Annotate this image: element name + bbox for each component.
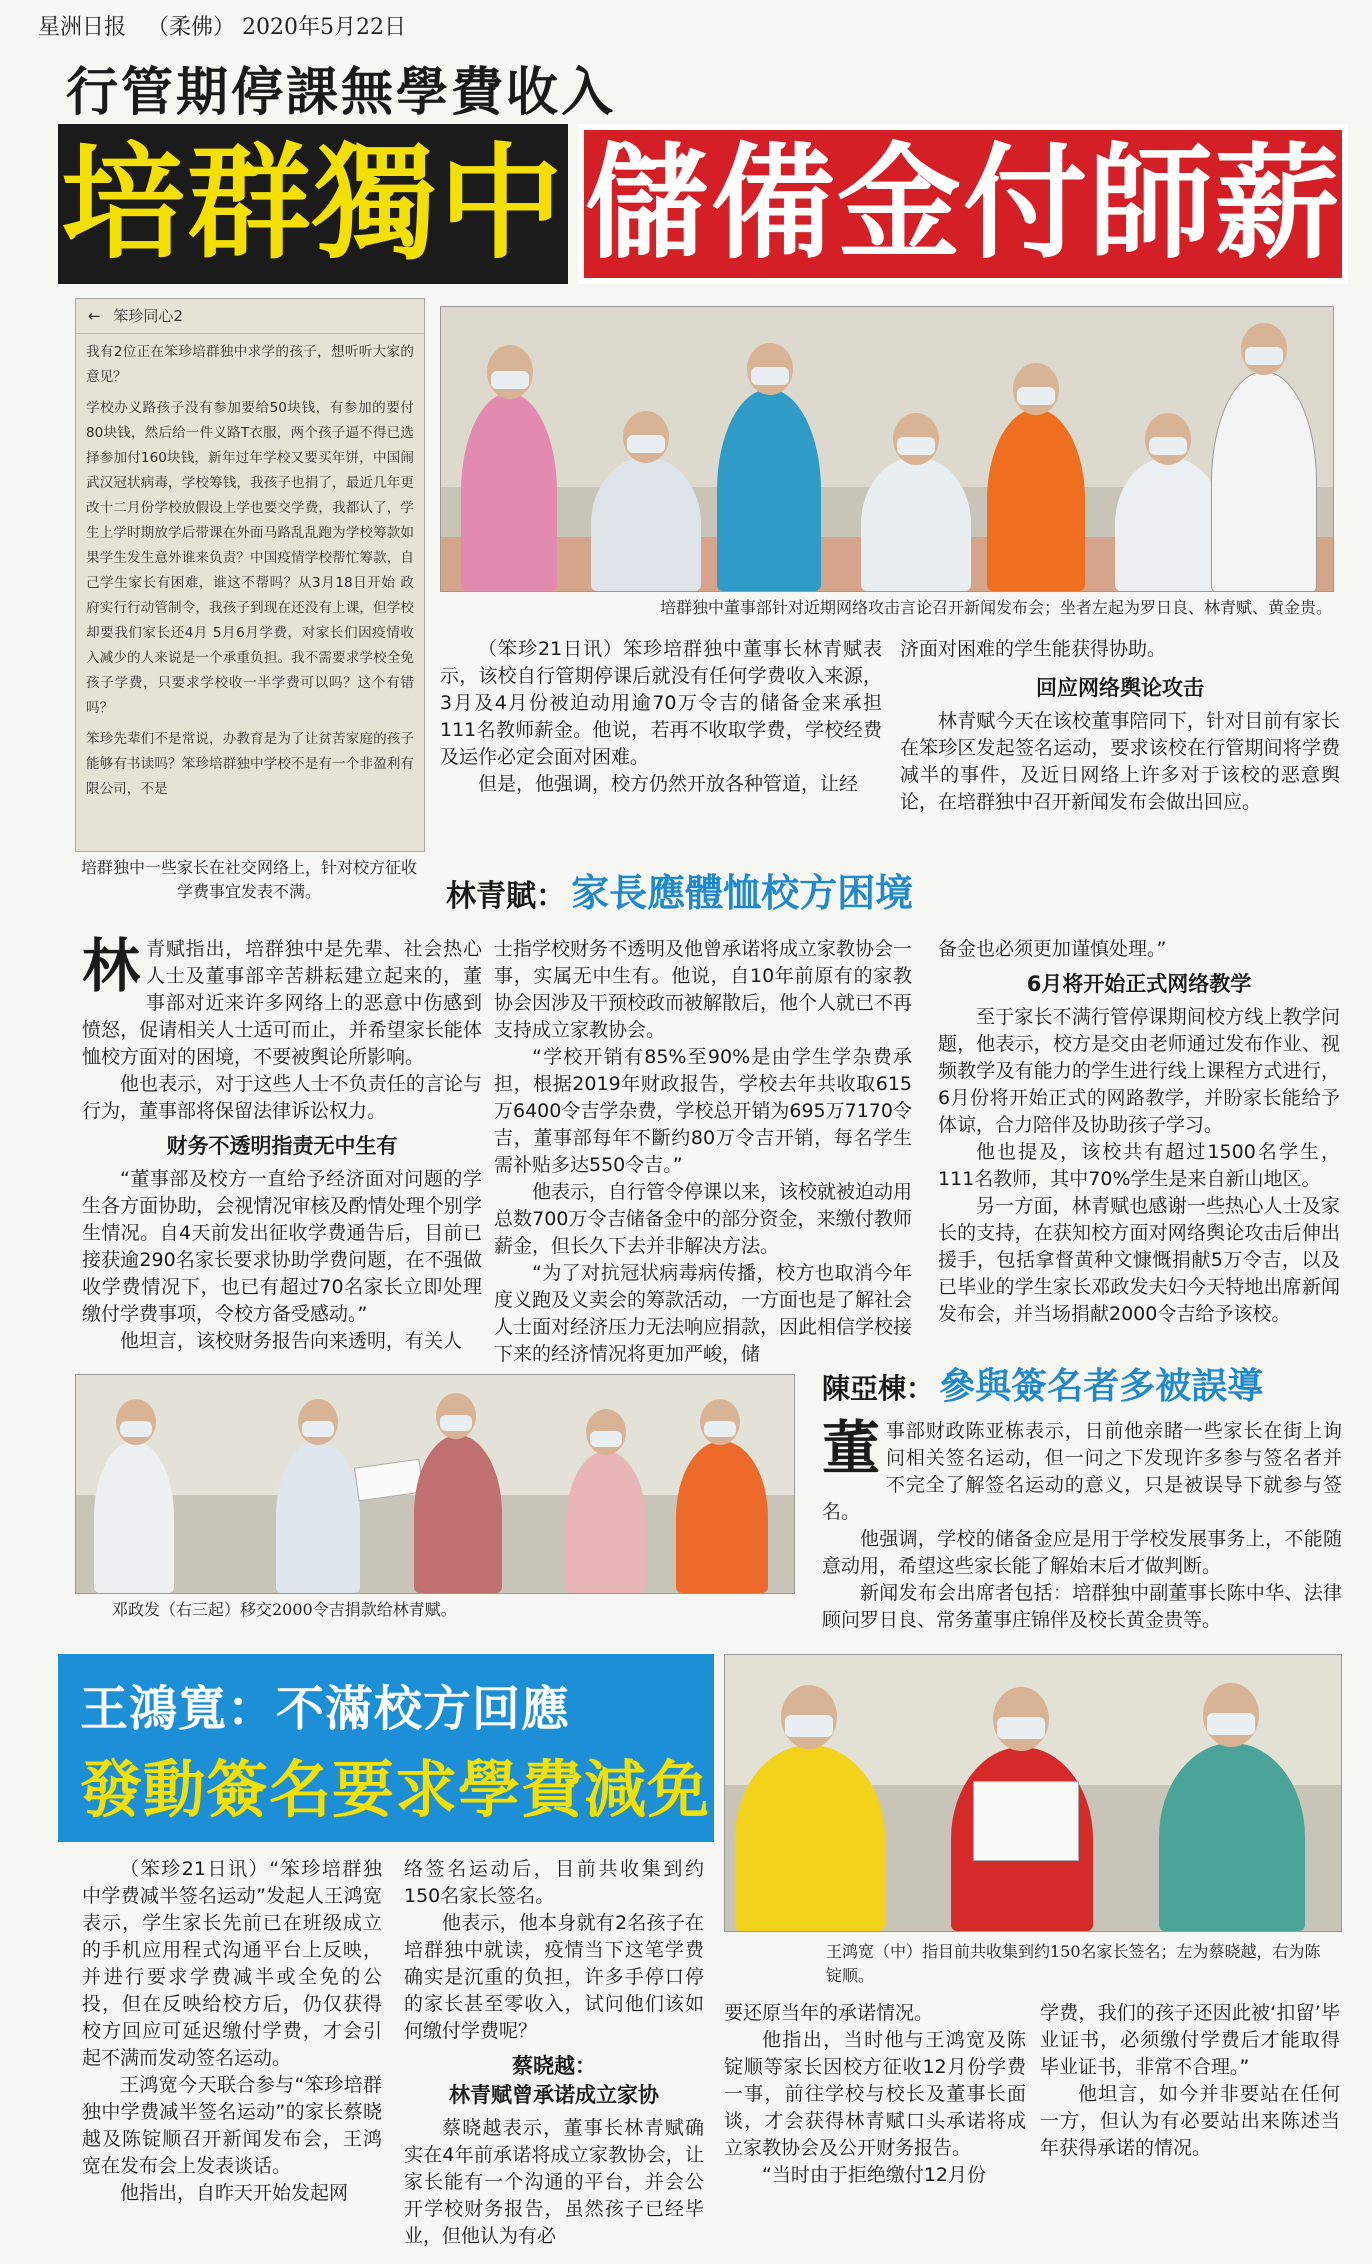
- caption-screenshot: 培群独中一些家长在社交网络上，针对校方征收学费事宜发表不满。: [80, 858, 417, 901]
- body-paragraph: 他表示，自行管令停课以来，该校就被迫动用总数700万令吉储备金中的部分资金，来缴付教师薪金，但长久下去并非解决方法。: [494, 1181, 913, 1257]
- headline-block: [58, 48, 1352, 288]
- lead-paragraph: 林青赋今天在该校董事陪同下，针对目前有家长在笨珍区发起签名运动，要求该校在行管期间将学费减半的事件，及近日网络上许多对于该校的恶意舆论，在培群独中召开新闻发布会做出回应。: [900, 710, 1340, 813]
- body-paragraph: “当时由于拒绝缴付12月份: [762, 2164, 987, 2186]
- meeting-photo: [440, 306, 1334, 592]
- date: 2020年5月22日: [242, 15, 407, 40]
- lead-paragraph: 但是，他强调，校方仍然开放各种管道，让经: [478, 773, 859, 795]
- section1-column-1: [82, 932, 482, 1355]
- lead-paragraph: 济面对困难的学生能获得协助。: [900, 638, 1167, 660]
- section1-speaker: 林青賦：: [446, 879, 566, 914]
- subheading-online-teaching: 6月将开始正式网络教学: [1026, 972, 1252, 996]
- body-paragraph: 他指出，当时他与王鸿宽及陈锭顺等家长因校方征收12月份学费一事，前往学校与校长及董事长面谈，才会获得林青赋口头承诺将成立家教协会及公开财务报告。: [724, 2029, 1026, 2159]
- chat-title: 笨珍同心2: [113, 307, 183, 325]
- section3-column-3: [724, 2000, 1026, 2189]
- body-paragraph: 他指出，自昨天开始发起网: [120, 2182, 349, 2204]
- body-paragraph: 络签名运动后，目前共收集到约150名家长签名。: [404, 1858, 704, 1907]
- section3-column-4: [1040, 2000, 1340, 2162]
- caption-meeting: 培群独中董事部针对近期网络攻击言论召开新闻发布会；坐者左起为罗日良、林青赋、黄金贵。: [659, 598, 1332, 617]
- body-paragraph: “董事部及校方一直给予经济面对问题的学生各方面协助，会视情况审核及酌情处理个别学生情况。自4天前发出征收学费通告后，目前已接获逾290名家长要求协助学费问题，在不强做收学费情况下，也已有超过70名家长立即处理缴付学费事项，令校方备受感动。”: [82, 1168, 482, 1325]
- body-paragraph: 青赋指出，培群独中是先辈、社会热心人士及董事部辛苦耕耘建立起来的，董事部对近来许多网络上的恶意中伤感到愤怒，促请相关人士适可而止，并希望家长能体恤校方面对的困境，不要被舆论所影响。: [82, 938, 482, 1068]
- lead-paragraph: （笨珍21日讯）笨珍培群独中董事长林青赋表示，该校自行管期停课后就没有任何学费收入来源，3月及4月份被迫动用逾70万令吉的储备金来承担111名教师薪金。他说，若再不收取学费，学校经费及运作必定会面对困难。: [440, 638, 882, 768]
- donation-photo: [75, 1374, 795, 1594]
- section3-column-2: [404, 1856, 704, 2250]
- body-paragraph: 他强调，学校的储备金应是用于学校发展事务上，不能随意动用，希望这些家长能了解始末后才做判断。: [822, 1528, 1342, 1577]
- body-paragraph: 事部财政陈亚栋表示，日前他亲睹一些家长在街上询问相关签名运动，但一问之下发现许多参与签名者并不完全了解签名运动的意义，只是被误导下就参与签名。: [822, 1420, 1342, 1523]
- back-arrow-icon: ←: [88, 307, 101, 325]
- lead-column-2: [900, 636, 1340, 816]
- section2-speaker: 陳亞棟：: [822, 1372, 935, 1405]
- section2-body: [822, 1414, 1342, 1634]
- body-paragraph: 他表示，他本身就有2名孩子在培群独中就读，疫情当下这笔学费确实是沉重的负担，许多手停口停的家长甚至零收入，试问他们该如何缴付学费呢？: [404, 1912, 704, 2042]
- caption-signatures: 王鸿宽（中）指目前共收集到约150名家长签名；左为蔡晓越，右为陈锭顺。: [826, 1942, 1321, 1985]
- banner-line-2: 發動簽名要求學費減免: [80, 1753, 711, 1826]
- body-paragraph: 蔡晓越表示，董事长林青赋确实在4年前承诺将成立家教协会，让家长能有一个沟通的平台，并会公开学校财务报告，虽然孩子已经毕业，但他认为有必: [404, 2117, 704, 2247]
- body-paragraph: “为了对抗冠状病毒病传播，校方也取消今年度义跑及义卖会的筹款活动，一方面也是了解社会人士面对经济压力无法响应捐款，因此相信学校接下来的经济情况将更加严峻，储: [494, 1262, 913, 1365]
- body-paragraph: 他坦言，该校财务报告向来透明，有关人: [120, 1330, 463, 1352]
- banner-line-1: 王鴻寬：不滿校方回應: [80, 1681, 571, 1737]
- paper-name: 星洲日报: [38, 15, 127, 40]
- chat-header: [76, 299, 424, 334]
- lead-column-1: [440, 636, 882, 798]
- headline-main-left-text: 培群獨中: [60, 132, 565, 276]
- subheading-online-attack: 回应网络舆论攻击: [1036, 676, 1204, 700]
- body-paragraph: 王鸿宽今天联合参与“笨珍培群独中学费减半签名运动”的家长蔡晓越及陈锭顺召开新闻发布会，王鸿宽在发布会上发表谈话。: [82, 2074, 382, 2177]
- chat-paragraph: 学校办义路孩子没有参加要给50块钱，有参加的要付80块钱，然后给一件义路T衣服，两个孩子逼不得已选择参加付160块钱，新年过年学校又要买年饼，中国闹武汉冠状病毒，学校筹钱，我孩子也捐了，最近几年更改十二月份学校放假设上学也要交学费，我都认了，学生上学时期放学后带课在外面马路乱乱跑为学校筹款如果学生发生意外谁来负责？中国疫情学校帮忙筹款，自己学生家长有困难，谁这不帮吗？从3月18日开始 政府实行行动管制令，我孩子到现在还没有上课，但学校却要我们家长还4月 5月6月学费，对家长们因疫情收入减少的人来说是一个承重负担。我不需要求学校全免孩子学费，只要求学校收一半学费可以吗？这个有错吗？: [86, 400, 414, 716]
- headline-main-left: [58, 124, 568, 284]
- edition: （柔佛）: [147, 15, 236, 40]
- body-paragraph: 新闻发布会出席者包括：培群独中副董事长陈中华、法律顾问罗日良、常务董事庄锦伴及校长黄金贵等。: [822, 1582, 1342, 1631]
- masthead: [38, 10, 406, 41]
- body-paragraph: 学费，我们的孩子还因此被‘扣留’毕业证书，必须缴付学费后才能取得毕业证书，非常不合理。”: [1040, 2002, 1340, 2078]
- body-paragraph: 士指学校财务不透明及他曾承诺将成立家教协会一事，实属无中生有。他说，自10年前原有的家教协会因涉及干预校政而被解散后，他个人就已不再支持成立家教协会。: [494, 938, 913, 1041]
- subheading-cai: 蔡晓越：: [512, 2054, 596, 2078]
- signature-photo: [724, 1654, 1342, 1932]
- body-paragraph: 备金也必须更加谨慎处理。”: [938, 938, 1167, 960]
- caption-donation: 邓政发（右三起）移交2000令吉捐款给林青赋。: [112, 1600, 457, 1619]
- body-paragraph: 另一方面，林青赋也感谢一些热心人士及家长的支持，在获知校方面对网络舆论攻击后伸出援手，包括拿督黄种文慷慨捐献5万令吉，以及已毕业的学生家长邓政发夫妇今天特地出席新闻发布会，并当场捐献2000令吉给予该校。: [938, 1195, 1340, 1325]
- section3-banner: [58, 1654, 714, 1842]
- section2-heading: [822, 1358, 1263, 1409]
- dropcap-dong: 董: [822, 1414, 881, 1482]
- section1-title: 家長應體恤校方困境: [571, 871, 914, 915]
- chat-paragraph: 我有2位正在笨珍培群独中求学的孩子，想听听大家的意见？: [86, 344, 414, 385]
- section1-heading: [446, 862, 914, 915]
- body-paragraph: “学校开销有85%至90%是由学生学杂费承担，根据2019年财政报告，学校去年共收取615万6400令吉学杂费，学校总开销为695万7170令吉，董事部每年不斷约80万令吉开销，每名学生需补贴多达550令吉。”: [494, 1046, 912, 1176]
- section1-column-2: [494, 936, 912, 1368]
- body-paragraph: 至于家长不满行管停课期间校方线上教学问题，他表示，校方是交由老师通过发布作业、视频教学及有能力的学生进行线上课程方式进行，6月份将开始正式的网路教学，并盼家长能给予体谅，合力陪伴及协助孩子学习。: [938, 1006, 1340, 1136]
- body-paragraph: 他也提及，该校共有超过1500名学生，111名教师，其中70%学生是来自新山地区。: [938, 1141, 1340, 1190]
- subheading-finance: 财务不透明指责无中生有: [166, 1134, 398, 1158]
- headline-kicker: 行管期停課無學費收入: [66, 63, 617, 123]
- body-paragraph: （笨珍21日讯）“笨珍培群独中学费减半签名运动”发起人王鸿宽表示，学生家长先前已在班级成立的手机应用程式沟通平台上反映，并进行要求学费减半或全免的公投，但在反映给校方后，仍仅获得校方回应可延迟缴付学费，才会引起不满而发动签名运动。: [82, 1858, 382, 2069]
- section3-column-1: [82, 1856, 382, 2207]
- body-paragraph: 他坦言，如今并非要站在任何一方，但认为有必要站出来陈述当年获得承诺的情况。: [1040, 2083, 1340, 2159]
- phone-screenshot: [75, 298, 425, 852]
- headline-main-right: [578, 124, 1348, 284]
- body-paragraph: 要还原当年的承诺情况。: [724, 2002, 934, 2024]
- headline-main-right-text: 儲備金付師薪: [584, 132, 1341, 276]
- body-paragraph: 他也表示，对于这些人士不负责任的言论与行为，董事部将保留法律诉讼权力。: [82, 1073, 482, 1122]
- chat-paragraph: 笨珍先辈们不是常说，办教育是为了让贫苦家庭的孩子能够有书读吗？笨珍培群独中学校不是有一个非盈利有限公司，不是: [86, 731, 414, 797]
- section1-column-3: [938, 936, 1340, 1328]
- dropcap-lin: 林: [82, 932, 141, 1000]
- subheading-promise: 林青赋曾承诺成立家协: [449, 2083, 659, 2107]
- section2-title: 參與簽名者多被誤導: [939, 1366, 1264, 1407]
